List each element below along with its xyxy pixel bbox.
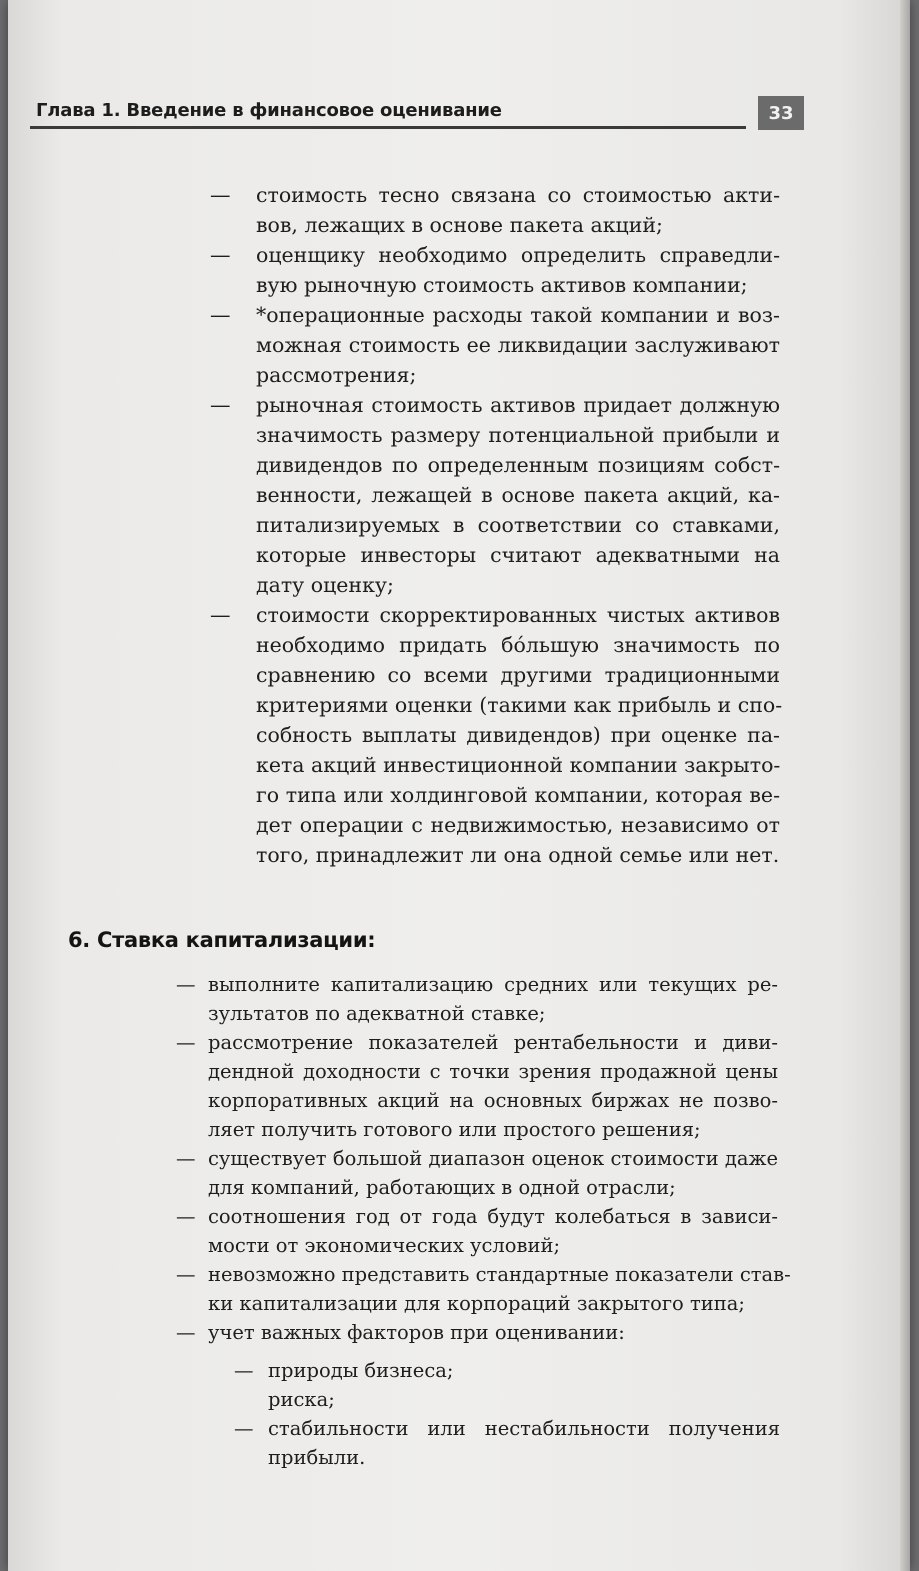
list-item [234, 1414, 780, 1472]
text-line: стоимости скорректированных чистых активов [256, 603, 780, 627]
text-line: дивидендов по определенным позициям собст- [256, 453, 780, 477]
bullet-list-2 [176, 970, 791, 1347]
list-item [210, 240, 780, 300]
list-item [176, 1028, 778, 1144]
text-line: вов, лежащих в основе пакета акций; [256, 213, 663, 237]
text-line: ляет получить готового или простого решения; [208, 1118, 701, 1141]
text-line: значимость размеру потенциальной прибыли и [256, 423, 780, 447]
text-line: ки капитализации для корпораций закрытого типа; [208, 1292, 745, 1315]
dash-marker: — [210, 603, 231, 627]
dash-marker: — [176, 1147, 196, 1170]
section-heading: 6. Ставка капитализации: [68, 928, 376, 952]
dash-marker: — [176, 973, 196, 996]
text-line: стабильности или нестабильности получения [268, 1417, 780, 1440]
page-number: 33 [758, 96, 804, 130]
list-item [210, 300, 780, 390]
text-line: дендной доходности с точки зрения продажной цены [208, 1060, 778, 1083]
list-item [176, 1260, 791, 1318]
text-line: соотношения год от года будут колебаться в зависи- [208, 1205, 778, 1228]
text-line: невозможно представить стандартные показатели став- [208, 1263, 791, 1286]
text-line: сравнению со всеми другими традиционными [256, 663, 780, 687]
text-line: можная стоимость ее ликвидации заслуживают [256, 333, 780, 357]
text-line: выполните капитализацию средних или текущих ре- [208, 973, 778, 996]
text-line: зультатов по адекватной ставке; [208, 1002, 546, 1025]
dash-marker: — [210, 183, 231, 207]
text-line: существует большой диапазон оценок стоимости даже [208, 1147, 778, 1170]
dash-marker: — [234, 1417, 254, 1440]
list-item [176, 1318, 778, 1347]
text-line: для компаний, работающих в одной отрасли; [208, 1176, 676, 1199]
list-item [234, 1356, 780, 1385]
header-rule [30, 126, 746, 129]
chapter-title: Глава 1. Введение в финансовое оценивание [36, 100, 502, 121]
dash-marker: — [210, 243, 231, 267]
text-line: мости от экономических условий; [208, 1234, 561, 1257]
dash-marker: — [176, 1031, 196, 1054]
text-line: собность выплаты дивидендов) при оценке па- [256, 723, 780, 747]
list-item [234, 1385, 780, 1414]
text-line: прибыли. [268, 1446, 366, 1469]
text-line: го типа или холдинговой компании, которая ве- [256, 783, 780, 807]
text-line: критериями оценки (такими как прибыль и спо- [256, 693, 783, 717]
sub-bullet-list [234, 1356, 780, 1472]
bullet-list-1 [210, 180, 783, 870]
text-line: рассмотрение показателей рентабельности и диви- [208, 1031, 778, 1054]
text-line: питализируемых в соответствии со ставками, [256, 513, 780, 537]
text-line: кета акций инвестиционной компании закрыто- [256, 753, 781, 777]
list-item [210, 180, 780, 240]
text-line: стоимость тесно связана со стоимостью акти- [256, 183, 780, 207]
running-header [30, 96, 794, 130]
text-line: которые инвесторы считают адекватными на [256, 543, 780, 567]
dash-marker: — [176, 1205, 196, 1228]
text-line: оценщику необходимо определить справедли- [256, 243, 780, 267]
dash-marker: — [210, 393, 231, 417]
text-line: рассмотрения; [256, 363, 417, 387]
text-line: необходимо придать бо́льшую значимость по [256, 633, 780, 657]
text-line: дату оценку; [256, 573, 394, 597]
list-item [210, 390, 780, 600]
dash-marker: — [234, 1359, 254, 1382]
text-line: рыночная стоимость активов придает должную [256, 393, 780, 417]
text-line: *операционные расходы такой компании и воз- [256, 303, 780, 327]
text-line: корпоративных акций на основных биржах не позво- [208, 1089, 778, 1112]
dash-marker: — [176, 1321, 196, 1344]
book-page [8, 0, 910, 1571]
page-edge [900, 0, 910, 1571]
list-item [176, 970, 778, 1028]
dash-marker: — [176, 1263, 196, 1286]
text-line: риска; [268, 1388, 335, 1411]
list-item [210, 600, 783, 870]
list-item [176, 1202, 778, 1260]
dash-marker: — [210, 303, 231, 327]
text-line: дет операции с недвижимостью, независимо от [256, 813, 780, 837]
text-line: природы бизнеса; [268, 1359, 454, 1382]
list-item [176, 1144, 778, 1202]
text-line: учет важных факторов при оценивании: [208, 1321, 625, 1344]
text-line: того, принадлежит ли она одной семье или нет. [256, 843, 780, 867]
text-line: вую рыночную стоимость активов компании; [256, 273, 748, 297]
text-line: венности, лежащей в основе пакета акций, ка- [256, 483, 780, 507]
